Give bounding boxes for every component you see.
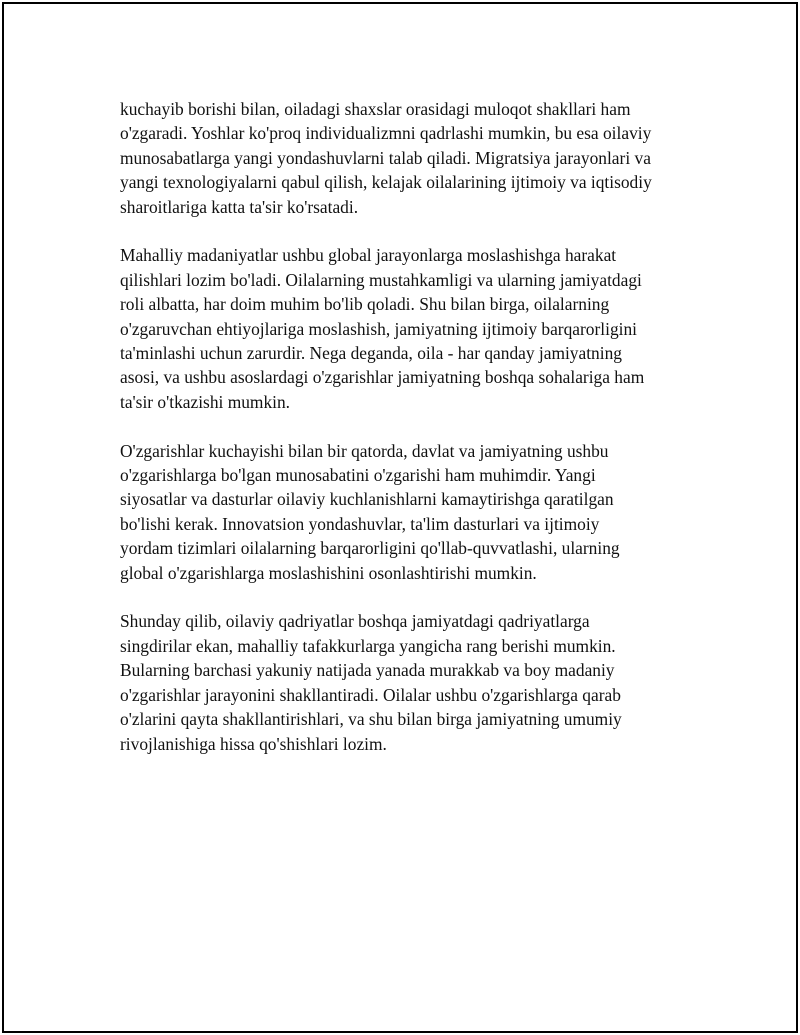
paragraph-3	[120, 439, 680, 585]
paragraph-4	[120, 609, 680, 755]
text-line: rivojlanishiga hissa qo'shishlari lozim.	[120, 733, 387, 754]
text-line: o'zgarishlar jarayonini shakllantiradi. Oilalar ushbu o'zgarishlarga qarab	[120, 684, 621, 705]
text-line: singdirilar ekan, mahalliy tafakkurlarga yangicha rang berishi mumkin.	[120, 635, 616, 656]
text-line: Bularning barchasi yakuniy natijada yanada murakkab va boy madaniy	[120, 660, 615, 681]
text-line: o'zgaruvchan ehtiyojlariga moslashish, jamiyatning ijtimoiy barqarorligini	[120, 318, 638, 339]
text-line: Shunday qilib, oilaviy qadriyatlar boshqa jamiyatdagi qadriyatlarga	[120, 611, 590, 632]
text-line: o'zgarishlarga bo'lgan munosabatini o'zgarishi ham muhimdir. Yangi	[120, 465, 596, 486]
text-line: O'zgarishlar kuchayishi bilan bir qatorda, davlat va jamiyatning ushbu	[120, 440, 609, 461]
text-line: o'zgaradi. Yoshlar ko'proq individualizmni qadrlashi mumkin, bu esa oilaviy	[120, 123, 652, 144]
text-line: kuchayib borishi bilan, oiladagi shaxslar orasidagi muloqot shakllari ham	[120, 99, 631, 119]
text-line: sharoitlariga katta ta'sir ko'rsatadi.	[120, 196, 359, 217]
text-line: Mahalliy madaniyatlar ushbu global jarayonlarga moslashishga harakat	[120, 245, 617, 266]
text-line: ta'sir o'tkazishi mumkin.	[120, 391, 291, 412]
text-line: o'zlarini qayta shakllantirishlari, va shu bilan birga jamiyatning umumiy	[120, 709, 622, 730]
text-line: global o'zgarishlarga moslashishini osonlashtirishi mumkin.	[120, 562, 537, 583]
paragraph-1	[120, 97, 680, 219]
text-line: roli albatta, har doim muhim bo'lib qoladi. Shu bilan birga, oilalarning	[120, 294, 610, 315]
document-body	[120, 97, 680, 780]
text-line: yordam tizimlari oilalarning barqarorligini qo'llab-quvvatlashi, ularning	[120, 538, 620, 559]
text-line: asosi, va ushbu asoslardagi o'zgarishlar jamiyatning boshqa sohalariga ham	[120, 367, 645, 388]
text-line: qilishlari lozim bo'ladi. Oilalarning mustahkamligi va ularning jamiyatdagi	[120, 269, 642, 290]
text-line: munosabatlarga yangi yondashuvlarni talab qiladi. Migratsiya jarayonlari va	[120, 147, 651, 168]
text-line: bo'lishi kerak. Innovatsion yondashuvlar, ta'lim dasturlari va ijtimoiy	[120, 513, 600, 534]
text-line: ta'minlashi uchun zarurdir. Nega deganda, oila - har qanday jamiyatning	[120, 343, 622, 364]
document-page	[2, 2, 798, 1033]
paragraph-2	[120, 243, 680, 414]
text-line: siyosatlar va dasturlar oilaviy kuchlanishlarni kamaytirishga qaratilgan	[120, 489, 614, 510]
text-line: yangi texnologiyalarni qabul qilish, kelajak oilalarining ijtimoiy va iqtisodiy	[120, 172, 652, 193]
